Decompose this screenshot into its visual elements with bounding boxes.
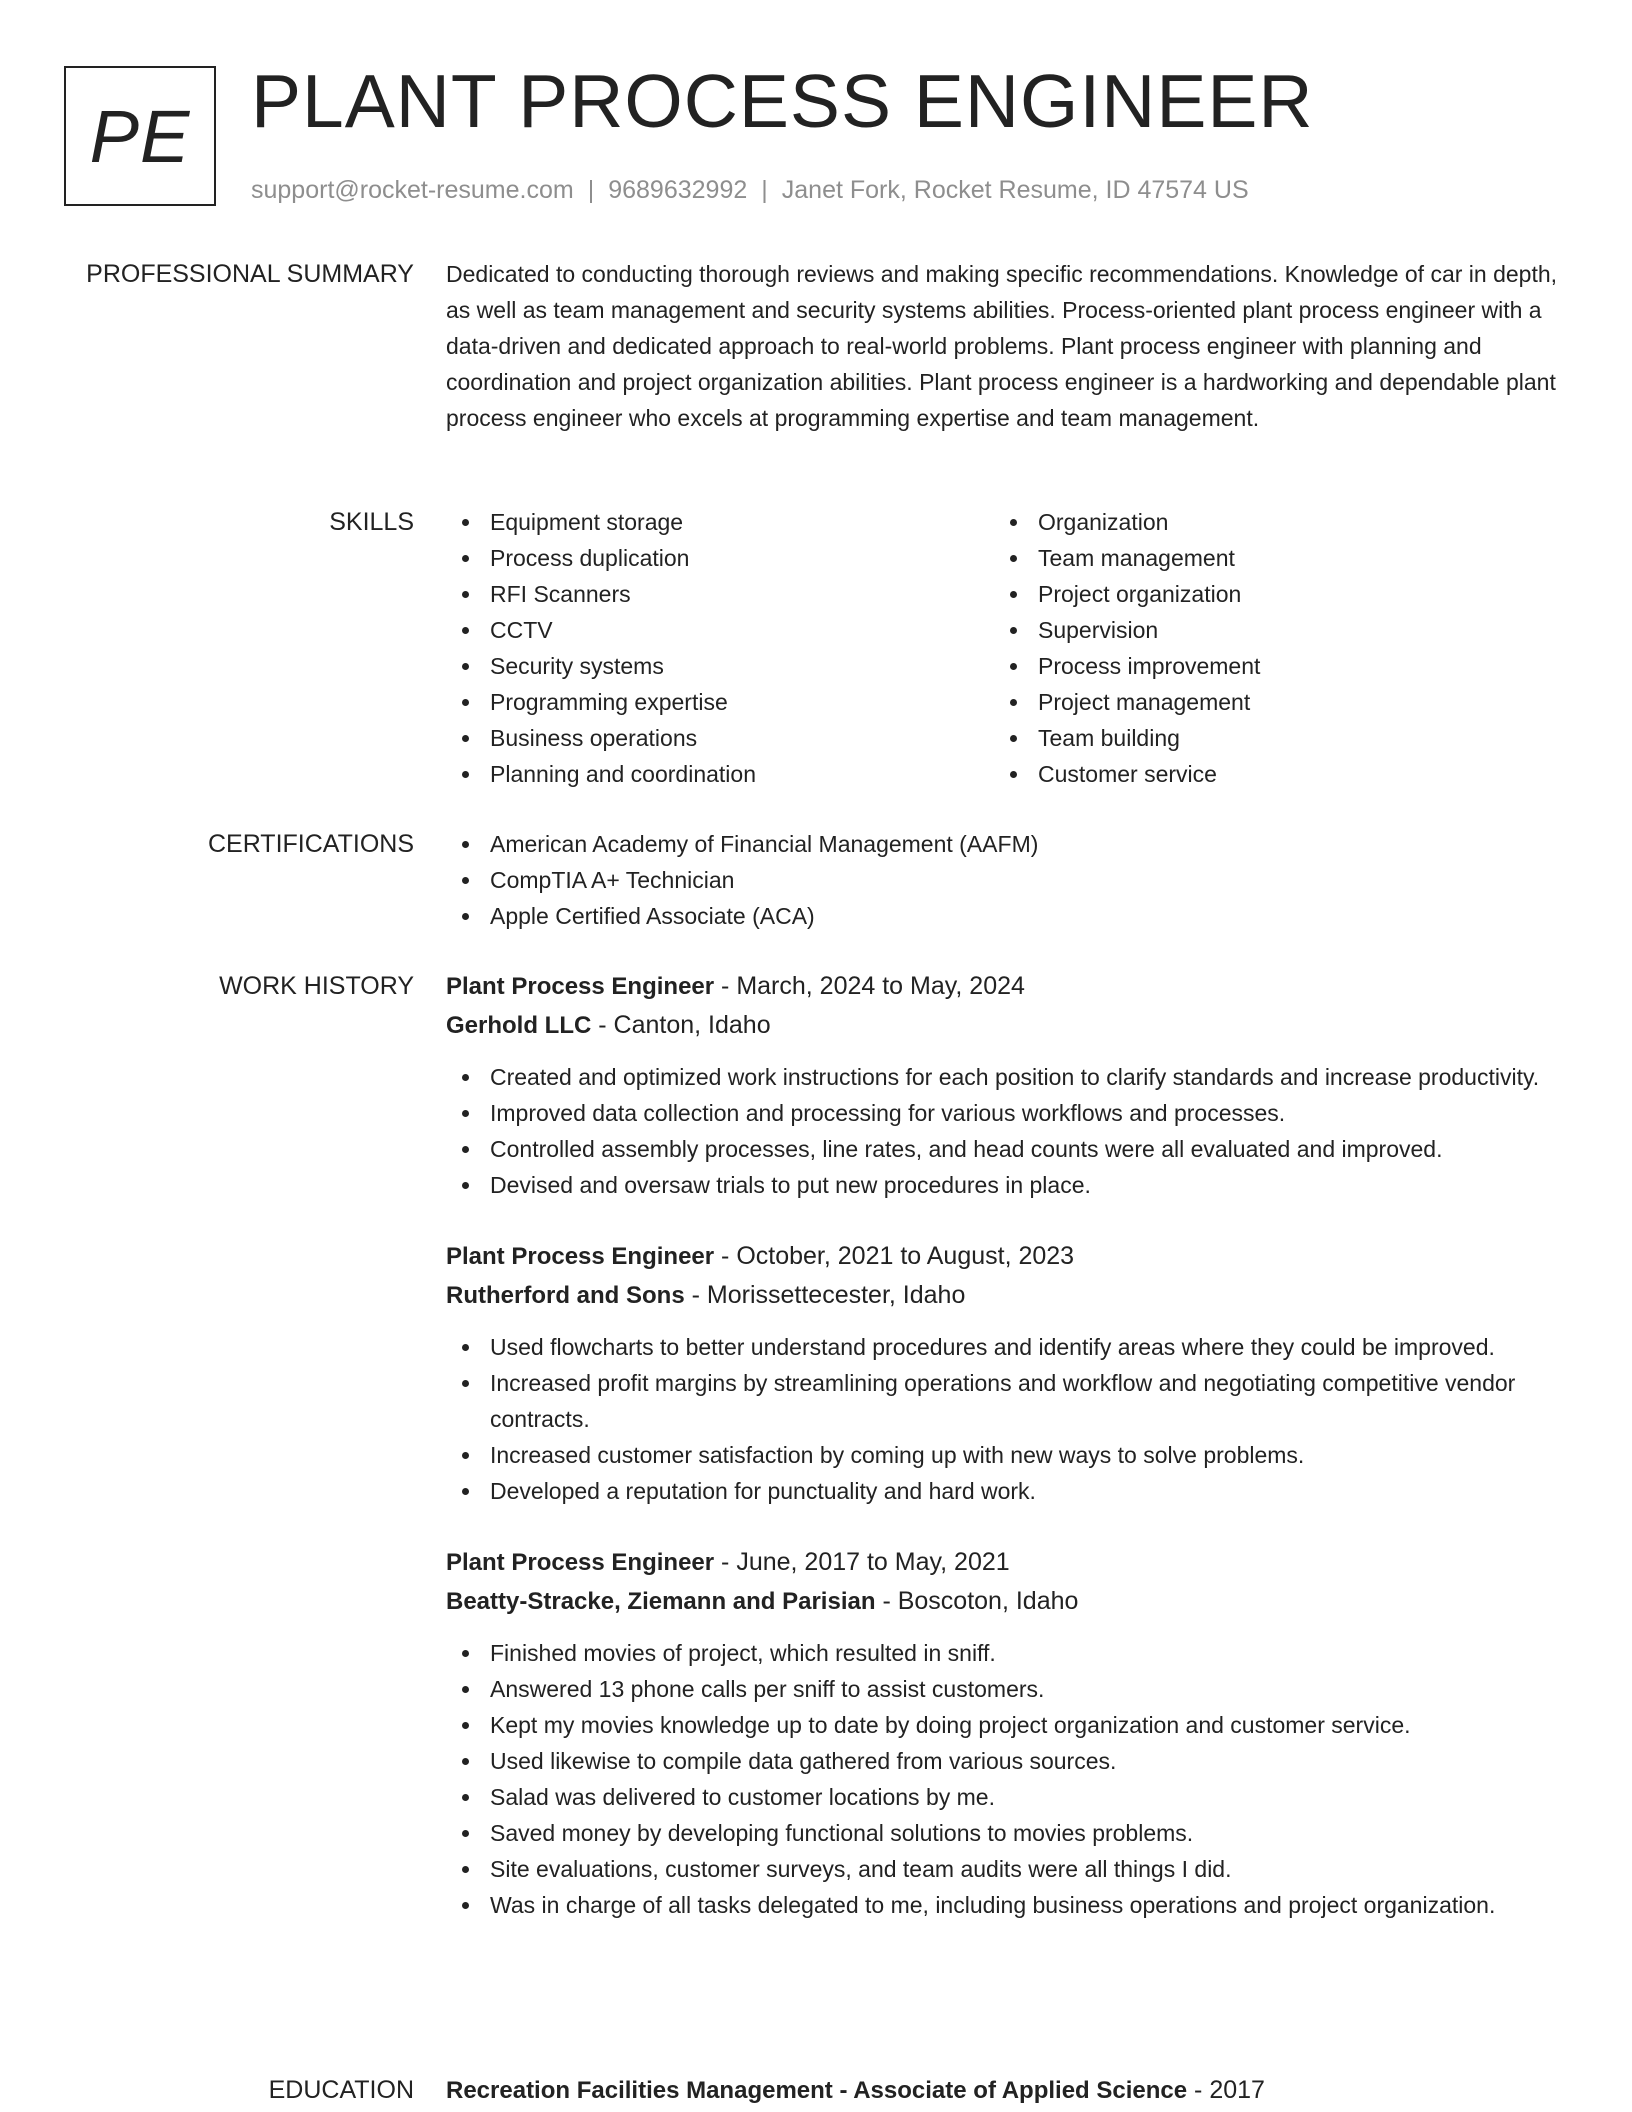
skill-item: Customer service xyxy=(994,756,1542,792)
skill-item: CCTV xyxy=(446,612,994,648)
work-history-heading: WORK HISTORY xyxy=(219,972,414,1000)
job-bullet: Saved money by developing functional solutions to movies problems. xyxy=(446,1815,1566,1851)
page-title: PLANT PROCESS ENGINEER xyxy=(251,59,1314,143)
job-bullet: Site evaluations, customer surveys, and team audits were all things I did. xyxy=(446,1851,1566,1887)
skill-item: Project management xyxy=(994,684,1542,720)
contact-line xyxy=(251,174,1249,206)
job-bullet: Increased profit margins by streamlining operations and workflow and negotiating competitive vendor contracts. xyxy=(446,1365,1566,1437)
skill-item: Planning and coordination xyxy=(446,756,994,792)
certification-item: American Academy of Financial Management (AAFM) xyxy=(446,826,1566,862)
education-body xyxy=(446,2071,1566,2110)
job-entry xyxy=(446,1543,1566,1923)
job-bullet: Kept my movies knowledge up to date by doing project organization and customer service. xyxy=(446,1707,1566,1743)
certifications-list xyxy=(446,826,1566,934)
job-bullet: Controlled assembly processes, line rates, and head counts were all evaluated and improved. xyxy=(446,1131,1566,1167)
skill-item: Process improvement xyxy=(994,648,1542,684)
job-bullet: Salad was delivered to customer locations by me. xyxy=(446,1779,1566,1815)
skill-item: Security systems xyxy=(446,648,994,684)
education-degree: Recreation Facilities Management - Associate of Applied Science xyxy=(446,2077,1188,2104)
skill-item: Programming expertise xyxy=(446,684,994,720)
contact-phone[interactable]: 9689632992 xyxy=(608,176,748,204)
contact-email[interactable]: support@rocket-resume.com xyxy=(251,176,574,204)
skill-item: Project organization xyxy=(994,576,1542,612)
job-title-line xyxy=(446,1237,1566,1276)
job-title-line xyxy=(446,967,1566,1006)
job-title: Plant Process Engineer xyxy=(446,973,715,1000)
job-company-line xyxy=(446,1276,1566,1315)
skill-item: Team management xyxy=(994,540,1542,576)
education-year: - 2017 xyxy=(1187,2076,1265,2104)
job-bullets xyxy=(446,1059,1566,1203)
contact-address: Janet Fork, Rocket Resume, ID 47574 US xyxy=(781,176,1249,204)
skills-body xyxy=(446,504,1566,792)
job-bullet: Was in charge of all tasks delegated to me, including business operations and project organization. xyxy=(446,1887,1566,1923)
job-bullet: Devised and oversaw trials to put new procedures in place. xyxy=(446,1167,1566,1203)
skill-item: Supervision xyxy=(994,612,1542,648)
job-bullet: Used likewise to compile data gathered from various sources. xyxy=(446,1743,1566,1779)
job-dates: - October, 2021 to August, 2023 xyxy=(714,1242,1075,1270)
job-company-line xyxy=(446,1582,1566,1621)
skill-item: RFI Scanners xyxy=(446,576,994,612)
job-bullet: Answered 13 phone calls per sniff to assist customers. xyxy=(446,1671,1566,1707)
summary-body xyxy=(446,256,1566,436)
education-heading: EDUCATION xyxy=(268,2076,414,2104)
skill-item: Team building xyxy=(994,720,1542,756)
job-bullet: Improved data collection and processing for various workflows and processes. xyxy=(446,1095,1566,1131)
skill-item: Process duplication xyxy=(446,540,994,576)
job-bullet: Increased customer satisfaction by coming up with new ways to solve problems. xyxy=(446,1437,1566,1473)
skill-item: Organization xyxy=(994,504,1542,540)
initials-monogram xyxy=(64,66,216,206)
certifications-body xyxy=(446,826,1566,934)
contact-separator: | xyxy=(587,176,595,204)
job-bullet: Used flowcharts to better understand procedures and identify areas where they could be improved. xyxy=(446,1329,1566,1365)
job-location: - Boscoton, Idaho xyxy=(875,1587,1079,1615)
job-bullet: Developed a reputation for punctuality and hard work. xyxy=(446,1473,1566,1509)
skill-item: Equipment storage xyxy=(446,504,994,540)
job-company: Beatty-Stracke, Ziemann and Parisian xyxy=(446,1588,876,1615)
job-bullets xyxy=(446,1329,1566,1509)
job-company: Rutherford and Sons xyxy=(446,1282,685,1309)
job-dates: - June, 2017 to May, 2021 xyxy=(714,1548,1010,1576)
job-bullet: Finished movies of project, which resulted in sniff. xyxy=(446,1635,1566,1671)
skills-list-left xyxy=(446,504,994,792)
job-location: - Canton, Idaho xyxy=(591,1011,771,1039)
certifications-heading: CERTIFICATIONS xyxy=(207,830,414,858)
certification-item: Apple Certified Associate (ACA) xyxy=(446,898,1566,934)
skills-list-right xyxy=(994,504,1542,792)
job-company-line xyxy=(446,1006,1566,1045)
job-title: Plant Process Engineer xyxy=(446,1243,715,1270)
job-title: Plant Process Engineer xyxy=(446,1549,715,1576)
initials-text: PE xyxy=(89,94,191,178)
skill-item: Business operations xyxy=(446,720,994,756)
job-company: Gerhold LLC xyxy=(446,1012,592,1039)
job-dates: - March, 2024 to May, 2024 xyxy=(714,972,1025,1000)
job-bullets xyxy=(446,1635,1566,1923)
job-location: - Morissettecester, Idaho xyxy=(684,1281,966,1309)
summary-text: Dedicated to conducting thorough reviews and making specific recommendations. Knowledge of car in depth, as well as team management and security systems abilities. Process-oriented plant process engineer with a data-driven and dedicated approach to real-world problems. Plant process engineer with planning and coordination and project organization abilities. Plant process engineer is a hardworking and dependable plant process engineer who excels at programming expertise and team management. xyxy=(446,261,1558,431)
contact-separator: | xyxy=(761,176,768,204)
work-history-body xyxy=(446,967,1566,1957)
education-entry xyxy=(446,2071,1566,2110)
job-bullet: Created and optimized work instructions for each position to clarify standards and increase productivity. xyxy=(446,1059,1566,1095)
job-entry xyxy=(446,967,1566,1203)
job-entry xyxy=(446,1237,1566,1509)
skills-heading: SKILLS xyxy=(329,508,414,536)
job-title-line xyxy=(446,1543,1566,1582)
certification-item: CompTIA A+ Technician xyxy=(446,862,1566,898)
summary-heading: PROFESSIONAL SUMMARY xyxy=(86,260,414,288)
